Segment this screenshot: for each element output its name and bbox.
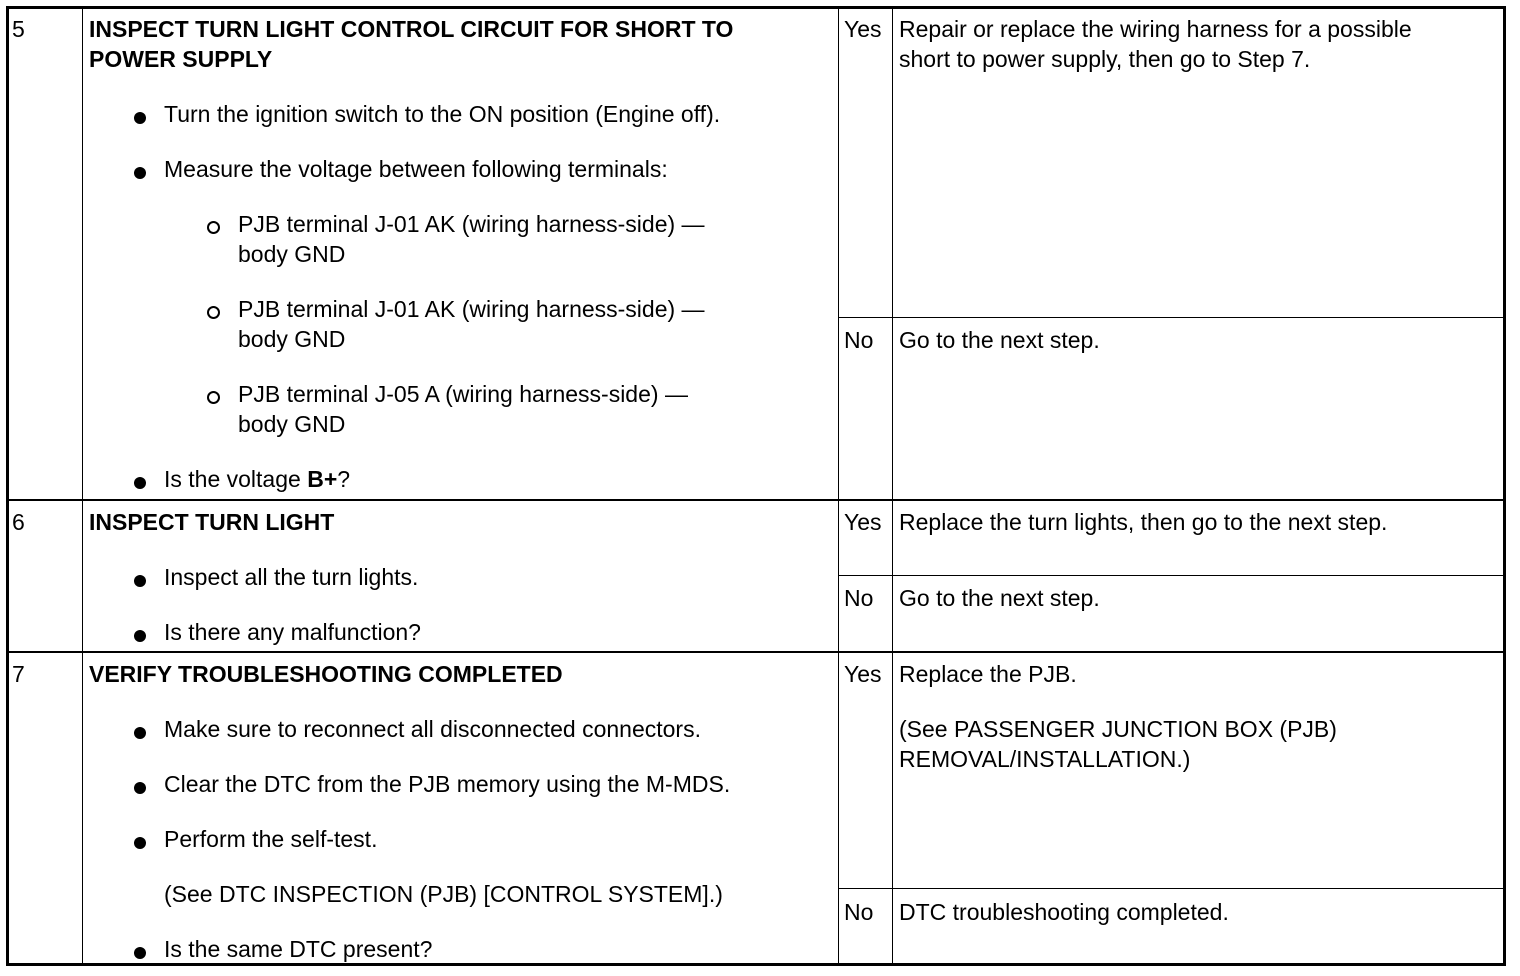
yes-result-line-1: Repair or replace the wiring harness for a possible: [899, 16, 1412, 42]
bullet-text-prefix: Is the voltage: [164, 466, 308, 492]
step-bullet-text: Is the same DTC present?: [164, 936, 433, 962]
reference-text: (See DTC INSPECTION (PJB) [CONTROL SYSTEM].): [164, 881, 723, 907]
step-title: INSPECT TURN LIGHT: [89, 509, 335, 535]
yes-result-line-2: short to power supply, then go to Step 7.: [899, 46, 1311, 72]
step-number: 6: [12, 509, 25, 535]
sub-bullet-icon: [207, 391, 220, 404]
sub-bullet-text-line-1: PJB terminal J-01 AK (wiring harness-side) —: [238, 296, 705, 322]
bullet-icon: [134, 782, 146, 794]
sub-bullet-icon: [207, 221, 220, 234]
step-bullet-text: Is there any malfunction?: [164, 619, 421, 645]
column-divider-step: [82, 9, 83, 963]
sub-bullet-text-line-2: body GND: [238, 326, 346, 352]
no-result-text: DTC troubleshooting completed.: [899, 899, 1229, 925]
step-bullet-text: Perform the self-test.: [164, 826, 378, 852]
bullet-icon: [134, 727, 146, 739]
row-divider-step-5-no: [838, 317, 1503, 318]
bullet-icon: [134, 167, 146, 179]
column-divider-result: [892, 9, 893, 963]
no-label: No: [844, 327, 874, 353]
step-bullet-text: Make sure to reconnect all disconnected connectors.: [164, 716, 701, 742]
yes-reference-line-2: REMOVAL/INSTALLATION.): [899, 746, 1191, 772]
bullet-icon: [134, 477, 146, 489]
troubleshooting-table: [6, 6, 1506, 966]
no-label: No: [844, 585, 874, 611]
row-divider-step-7-no: [838, 888, 1503, 889]
step-number: 7: [12, 661, 25, 687]
yes-reference-line-1: (See PASSENGER JUNCTION BOX (PJB): [899, 716, 1337, 742]
row-divider-step-7: [9, 651, 1503, 653]
column-divider-action: [838, 9, 839, 963]
sub-bullet-text-line-1: PJB terminal J-01 AK (wiring harness-side) —: [238, 211, 705, 237]
sub-bullet-text-line-2: body GND: [238, 411, 346, 437]
sub-bullet-icon: [207, 306, 220, 319]
step-bullet-text: Clear the DTC from the PJB memory using the M-MDS.: [164, 771, 731, 797]
bullet-text-suffix: ?: [337, 466, 351, 492]
step-title-line-1: INSPECT TURN LIGHT CONTROL CIRCUIT FOR SHORT TO: [89, 16, 734, 42]
step-title: VERIFY TROUBLESHOOTING COMPLETED: [89, 661, 563, 687]
no-result-text: Go to the next step.: [899, 327, 1100, 353]
step-bullet-text: Inspect all the turn lights.: [164, 564, 419, 590]
step-bullet-text: Turn the ignition switch to the ON position (Engine off).: [164, 101, 721, 127]
sub-bullet-text-line-1: PJB terminal J-05 A (wiring harness-side) —: [238, 381, 688, 407]
step-number: 5: [12, 16, 25, 42]
step-bullet-text: [164, 464, 350, 494]
bullet-icon: [134, 575, 146, 587]
sub-bullet-text-line-2: body GND: [238, 241, 346, 267]
row-divider-step-6-no: [838, 575, 1503, 576]
step-bullet-text: Measure the voltage between following terminals:: [164, 156, 668, 182]
no-label: No: [844, 899, 874, 925]
bullet-text-emphasis: B+: [307, 466, 338, 492]
step-title-line-2: POWER SUPPLY: [89, 46, 273, 72]
yes-label: Yes: [844, 509, 882, 535]
yes-result-text: Replace the turn lights, then go to the next step.: [899, 509, 1388, 535]
bullet-icon: [134, 630, 146, 642]
bullet-icon: [134, 837, 146, 849]
no-result-text: Go to the next step.: [899, 585, 1100, 611]
yes-result-text: Replace the PJB.: [899, 661, 1077, 687]
yes-label: Yes: [844, 16, 882, 42]
bullet-icon: [134, 947, 146, 959]
row-divider-step-6: [9, 499, 1503, 501]
bullet-icon: [134, 112, 146, 124]
yes-label: Yes: [844, 661, 882, 687]
